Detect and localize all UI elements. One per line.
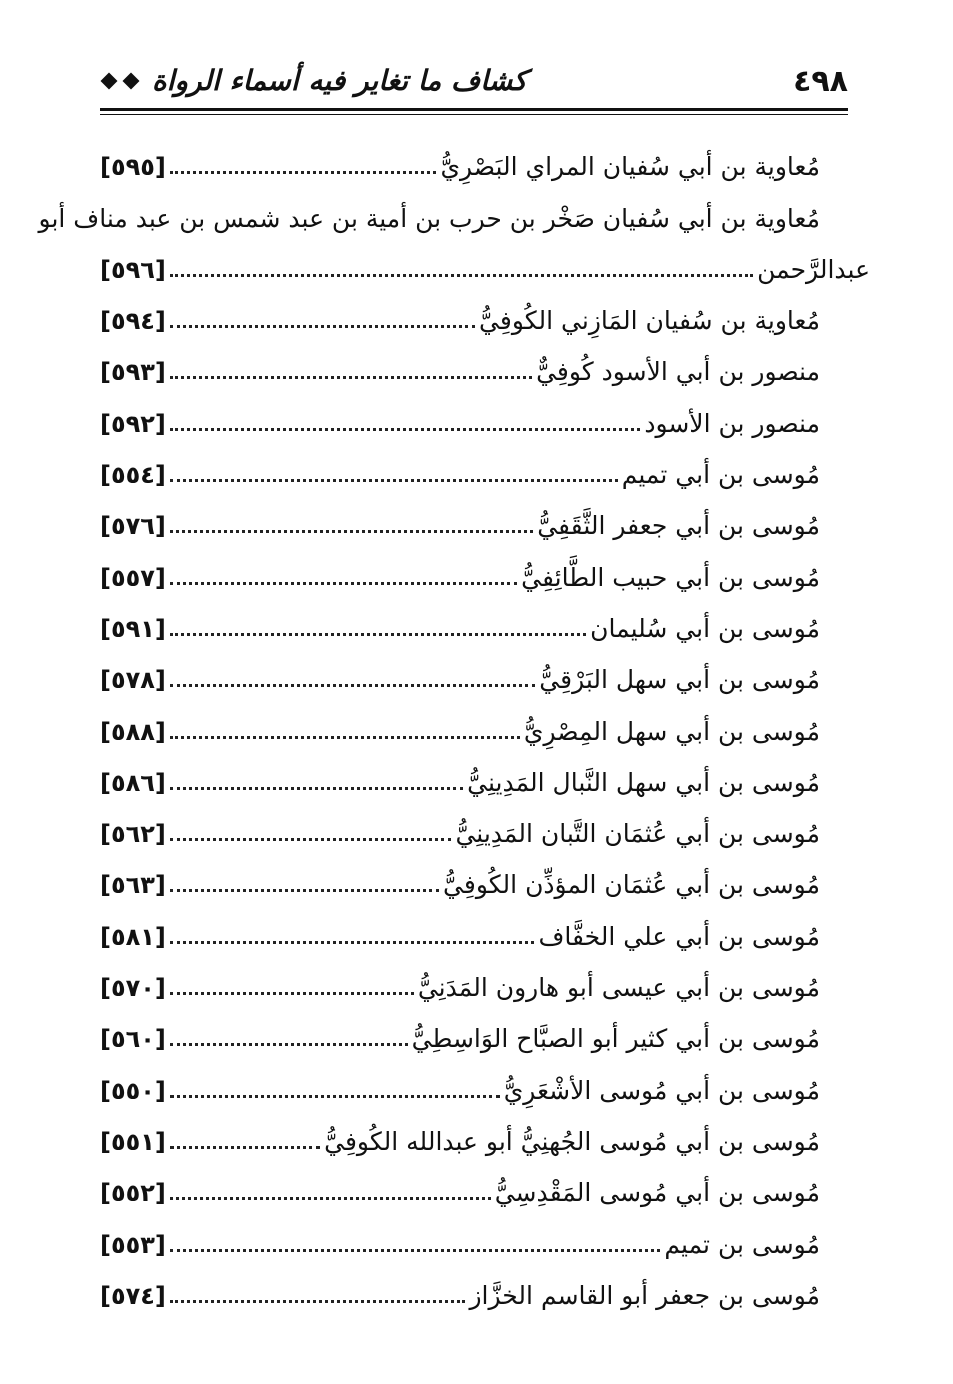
dot-leader: [170, 684, 535, 687]
page-number: ٤٩٨: [793, 64, 848, 99]
book-title: كشاف ما تغاير فيه أسماء الرواة: [152, 64, 527, 97]
entry-name: مُوسى بن أبي مُوسى الأشْعَرِيُّ: [503, 1075, 820, 1105]
index-entry: [100, 746, 870, 797]
entry-name: مُوسى بن أبي حبيب الطَّائِفِيُّ: [521, 562, 820, 592]
entry-name: مُوسى بن أبي كثير أبو الصبَّاح الوَاسِطِيُّ: [411, 1024, 820, 1054]
index-entry: [100, 130, 870, 181]
index-entry: [100, 848, 870, 899]
entry-name: منصور بن أبي الأسود كُوفِيٌّ: [536, 357, 820, 387]
dot-leader: [170, 992, 414, 995]
entry-ref: [٥٩٣]: [100, 358, 166, 387]
entry-name: مُعاوية بن سُفيان المَازِني الكُوفِيُّ: [479, 306, 820, 336]
index-entry: [100, 1053, 870, 1104]
entry-ref: [٥٥٤]: [100, 461, 166, 490]
running-header: [100, 58, 848, 102]
entry-name: عبدالرَّحمن: [757, 254, 870, 284]
entry-name: مُعاوية بن أبي سُفيان صَخْر بن حرب بن أمية بن عبد شمس بن عبد مناف أبو: [38, 203, 820, 233]
entry-ref: [٥٩٤]: [100, 307, 166, 336]
index-entry: [100, 335, 870, 386]
dot-leader: [170, 530, 533, 533]
entry-name: مُوسى بن أبي جعفر الثَّقَفِيُّ: [537, 511, 820, 541]
header-rule-thin: [100, 114, 848, 115]
entry-name: مُوسى بن جعفر أبو القاسم الخزَّاز: [469, 1280, 820, 1310]
dot-leader: [170, 1197, 491, 1200]
entry-name: مُوسى بن أبي مُوسى المَقْدِسِيُّ: [494, 1178, 820, 1208]
dot-leader: [170, 1146, 320, 1149]
entry-ref: [٥٦٣]: [100, 871, 166, 900]
dot-leader: [170, 941, 535, 944]
entry-ref: [٥٦٠]: [100, 1025, 166, 1054]
entry-ref: [٥٧٨]: [100, 666, 166, 695]
entry-ref: [٥٨٦]: [100, 768, 166, 797]
entry-name: مُوسى بن أبي سهل النَّبال المَدِينِيُّ: [467, 767, 820, 797]
header-rule-thick: [100, 108, 848, 111]
entry-name: منصور بن الأسود: [644, 408, 820, 438]
index-entry: [100, 386, 870, 437]
entry-ref: [٥٥١]: [100, 1127, 166, 1156]
entry-name: مُوسى بن أبي عُثمَان التَّبان المَدِينِيُّ: [455, 819, 820, 849]
index-entry: [100, 797, 870, 848]
dot-leader: [170, 428, 640, 431]
dot-leader: [170, 736, 520, 739]
entry-name: مُوسى بن أبي سهل المِصْرِيُّ: [523, 716, 820, 746]
index-entry: [100, 489, 870, 540]
entry-name: مُوسى بن أبي عيسى أبو هارون المَدَنِيُّ: [417, 973, 820, 1003]
entry-ref: [٥٨١]: [100, 922, 166, 951]
entry-ref: [٥٥٢]: [100, 1179, 166, 1208]
index-entry: [100, 643, 870, 694]
dot-leader: [170, 274, 753, 277]
dot-leader: [170, 479, 618, 482]
index-entry: [100, 1002, 870, 1053]
entry-ref: [٥٩١]: [100, 614, 166, 643]
entry-ref: [٥٥٧]: [100, 563, 166, 592]
entry-ref: [٥٩٥]: [100, 153, 166, 182]
entry-ref: [٥٧٤]: [100, 1281, 166, 1310]
index-entry: [100, 1156, 870, 1207]
entry-name: مُوسى بن أبي سهل البَرْقِيُّ: [539, 665, 820, 695]
index-entry: [100, 540, 870, 591]
dot-leader: [170, 582, 517, 585]
index-entry: [100, 592, 870, 643]
index-entry: [100, 899, 870, 950]
index-entry: [100, 951, 870, 1002]
entry-name: مُوسى بن أبي سُليمان: [590, 613, 820, 643]
entry-name: مُوسى بن أبي علي الخفَّاف: [538, 921, 820, 951]
index-entry: [100, 1105, 870, 1156]
entry-ref: [٥٥٣]: [100, 1230, 166, 1259]
entry-ref: [٥٨٨]: [100, 717, 166, 746]
entry-name: مُوسى بن أبي مُوسى الجُهنِيُّ أبو عبدالله الكُوفِيُّ: [324, 1126, 820, 1156]
entry-name: مُوسى بن تميم: [664, 1229, 820, 1259]
dot-leader: [170, 325, 475, 328]
dot-leader: [170, 1095, 500, 1098]
entry-name: مُعاوية بن أبي سُفيان المراي البَصْرِيُّ: [440, 152, 820, 182]
entry-ref: [٥٧٠]: [100, 974, 166, 1003]
dot-leader: [170, 838, 452, 841]
dot-leader: [170, 633, 586, 636]
index-entry: [100, 1207, 870, 1258]
index-entry: [38, 181, 870, 233]
dot-leader: [170, 1300, 466, 1303]
diamond-ornament-icon: [100, 75, 140, 87]
dot-leader: [170, 889, 439, 892]
entry-ref: [٥٧٦]: [100, 512, 166, 541]
index-entry-continuation: [100, 233, 870, 284]
index-entry: [100, 284, 870, 335]
dot-leader: [170, 787, 463, 790]
entry-ref: [٥٥٠]: [100, 1076, 166, 1105]
dot-leader: [170, 171, 437, 174]
entry-ref: [٥٩٦]: [100, 255, 166, 284]
book-title-group: [100, 64, 527, 97]
entry-ref: [٥٩٢]: [100, 409, 166, 438]
index-list: [38, 130, 870, 1310]
dot-leader: [170, 1249, 661, 1252]
entry-ref: [٥٦٢]: [100, 820, 166, 849]
index-entry: [100, 1259, 870, 1310]
dot-leader: [170, 376, 532, 379]
dot-leader: [170, 1043, 408, 1046]
entry-name: مُوسى بن أبي عُثمَان المؤذِّن الكُوفِيُّ: [443, 870, 820, 900]
index-entry: [100, 694, 870, 745]
entry-name: مُوسى بن أبي تميم: [621, 460, 820, 490]
index-entry: [100, 438, 870, 489]
